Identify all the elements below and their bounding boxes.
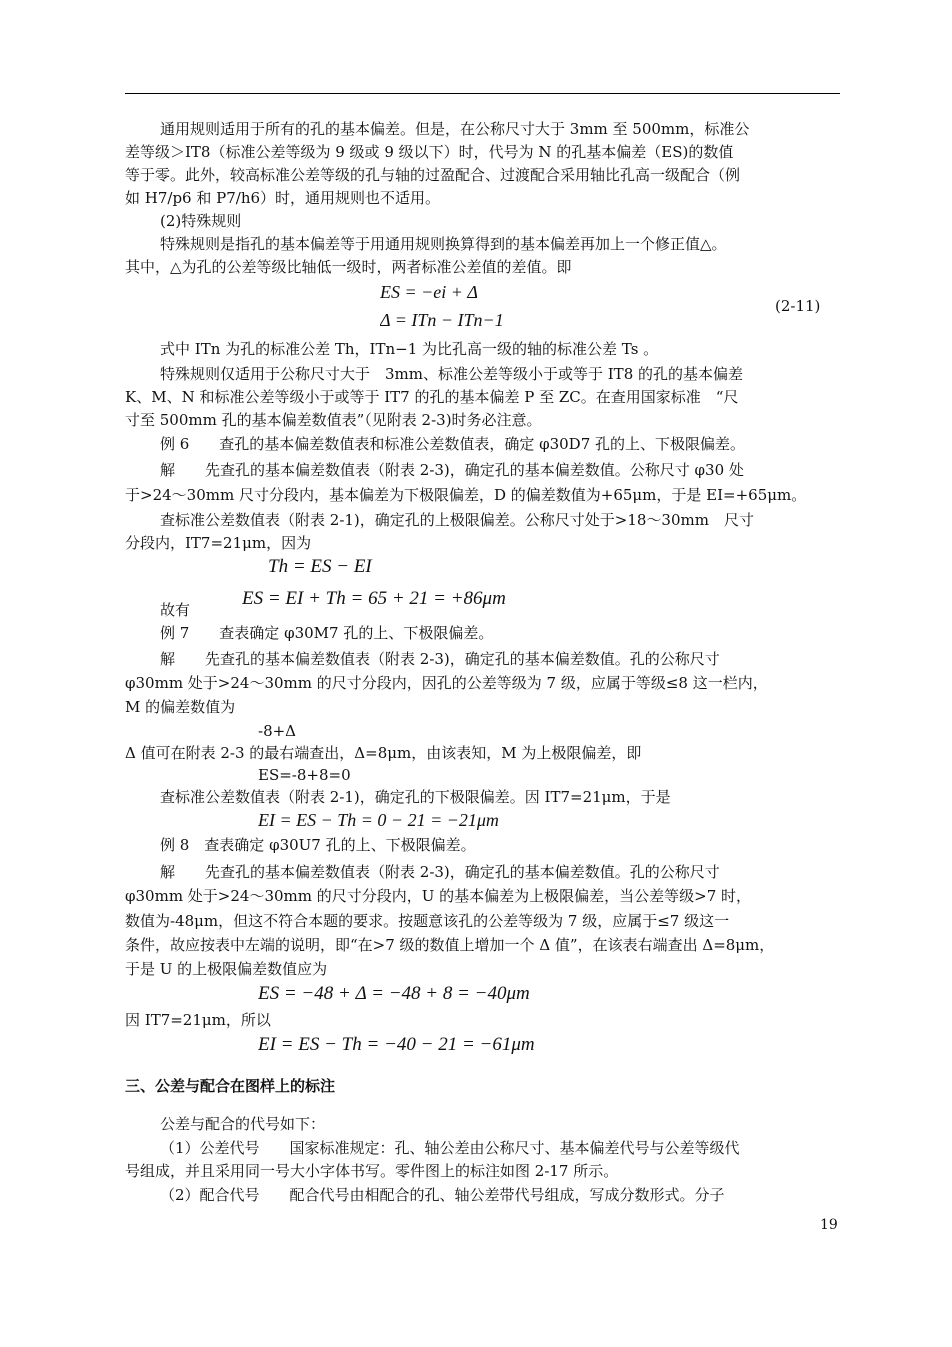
- equation-line: ES = EI + Th = 65 + 21 = +86μm: [242, 588, 506, 609]
- equation-line: EI = ES − Th = 0 − 21 = −21μm: [258, 810, 499, 830]
- header-rule: [125, 93, 840, 94]
- text-line: 特殊规则是指孔的基本偏差等于用通用规则换算得到的基本偏差再加上一个修正值△。: [160, 235, 727, 253]
- example-heading: 例 8 查表确定 φ30U7 孔的上、下极限偏差。: [160, 836, 476, 854]
- equation-number: (2-11): [775, 297, 821, 315]
- text-line: 解 先查孔的基本偏差数值表（附表 2-3)，确定孔的基本偏差数值。孔的公称尺寸: [160, 650, 720, 668]
- text-line: 于是 U 的上极限偏差数值应为: [125, 960, 328, 978]
- text-line: M 的偏差数值为: [125, 698, 236, 716]
- text-line: 差等级＞IT8（标准公差等级为 9 级或 9 级以下）时，代号为 N 的孔基本偏差（ES)的数值: [125, 143, 734, 161]
- text-line: 其中，△为孔的公差等级比轴低一级时，两者标准公差值的差值。即: [125, 258, 572, 276]
- text-line: -8+Δ: [258, 722, 297, 740]
- text-line: K、M、N 和标准公差等级小于或等于 IT7 的孔的基本偏差 P 至 ZC。在查用国家标准 “尺: [125, 388, 739, 406]
- equation-line: Δ = ITn − ITn−1: [380, 310, 504, 330]
- text-line: 分段内，IT7=21μm，因为: [125, 534, 312, 552]
- text-line: 如 H7/p6 和 P7/h6）时，通用规则也不适用。: [125, 189, 441, 207]
- text-line: 解 先查孔的基本偏差数值表（附表 2-3)，确定孔的基本偏差数值。公称尺寸 φ30 处: [160, 461, 744, 479]
- text-line: 通用规则适用于所有的孔的基本偏差。但是，在公称尺寸大于 3mm 至 500mm，标准公: [160, 120, 750, 138]
- text-line: φ30mm 处于>24～30mm 的尺寸分段内，因孔的公差等级为 7 级，应属于等级≤8 这一栏内，: [125, 674, 768, 692]
- equation-line: ES = −48 + Δ = −48 + 8 = −40μm: [258, 983, 530, 1004]
- example-heading: 例 6 查孔的基本偏差数值表和标准公差数值表，确定 φ30D7 孔的上、下极限偏差。: [160, 435, 746, 453]
- text-line: 等于零。此外，较高标准公差等级的孔与轴的过盈配合、过渡配合采用轴比孔高一级配合（例: [125, 166, 741, 184]
- example-heading: 例 7 查表确定 φ30M7 孔的上、下极限偏差。: [160, 624, 494, 642]
- page-number: 19: [820, 1217, 838, 1233]
- text-line: 特殊规则仅适用于公称尺寸大于 3mm、标准公差等级小于或等于 IT8 的孔的基本偏差: [160, 365, 744, 383]
- text-line: 号组成，并且采用同一号大小字体书写。零件图上的标注如图 2-17 所示。: [125, 1162, 619, 1180]
- equation-line: ES = −ei + Δ: [380, 282, 478, 302]
- text-line: 式中 ITn 为孔的标准公差 Th，ITn−1 为比孔高一级的轴的标准公差 Ts 。: [160, 340, 659, 358]
- text-line: 解 先查孔的基本偏差数值表（附表 2-3)，确定孔的基本偏差数值。孔的公称尺寸: [160, 863, 720, 881]
- text-line: 寸至 500mm 孔的基本偏差数值表”（见附表 2-3)时务必注意。: [125, 411, 542, 429]
- text-line: Δ 值可在附表 2-3 的最右端查出，Δ=8μm，由该表知，M 为上极限偏差，即: [125, 744, 642, 762]
- text-line: （2）配合代号 配合代号由相配合的孔、轴公差带代号组成，写成分数形式。分子: [160, 1186, 725, 1204]
- section-subheading: (2)特殊规则: [160, 212, 242, 230]
- text-line: 因 IT7=21μm，所以: [125, 1011, 271, 1029]
- text-line: ES=-8+8=0: [258, 766, 351, 784]
- text-line: （1）公差代号 国家标准规定：孔、轴公差由公称尺寸、基本偏差代号与公差等级代: [160, 1139, 740, 1157]
- text-line: 查标准公差数值表（附表 2-1)，确定孔的下极限偏差。因 IT7=21μm，于是: [160, 788, 671, 806]
- section-heading: 三、公差与配合在图样上的标注: [125, 1078, 336, 1095]
- text-line: φ30mm 处于>24～30mm 的尺寸分段内，U 的基本偏差为上极限偏差，当公差等级>7 时，: [125, 887, 752, 905]
- equation-line: EI = ES − Th = −40 − 21 = −61μm: [258, 1034, 535, 1055]
- equation-line: Th = ES − EI: [268, 556, 372, 577]
- text-line: 条件，故应按表中左端的说明，即“在>7 级的数值上增加一个 Δ 值”，在该表右端查出 Δ=8μm，: [125, 936, 775, 954]
- text-line: 数值为-48μm，但这不符合本题的要求。按题意该孔的公差等级为 7 级，应属于≤7 级这一: [125, 912, 730, 930]
- text-line: 故有: [160, 601, 191, 619]
- text-line: 于>24～30mm 尺寸分段内，基本偏差为下极限偏差，D 的偏差数值为+65μm，于是 EI=+65μm。: [125, 486, 807, 504]
- text-line: 查标准公差数值表（附表 2-1)，确定孔的上极限偏差。公称尺寸处于>18～30mm 尺寸: [160, 511, 754, 529]
- text-line: 公差与配合的代号如下：: [160, 1115, 326, 1133]
